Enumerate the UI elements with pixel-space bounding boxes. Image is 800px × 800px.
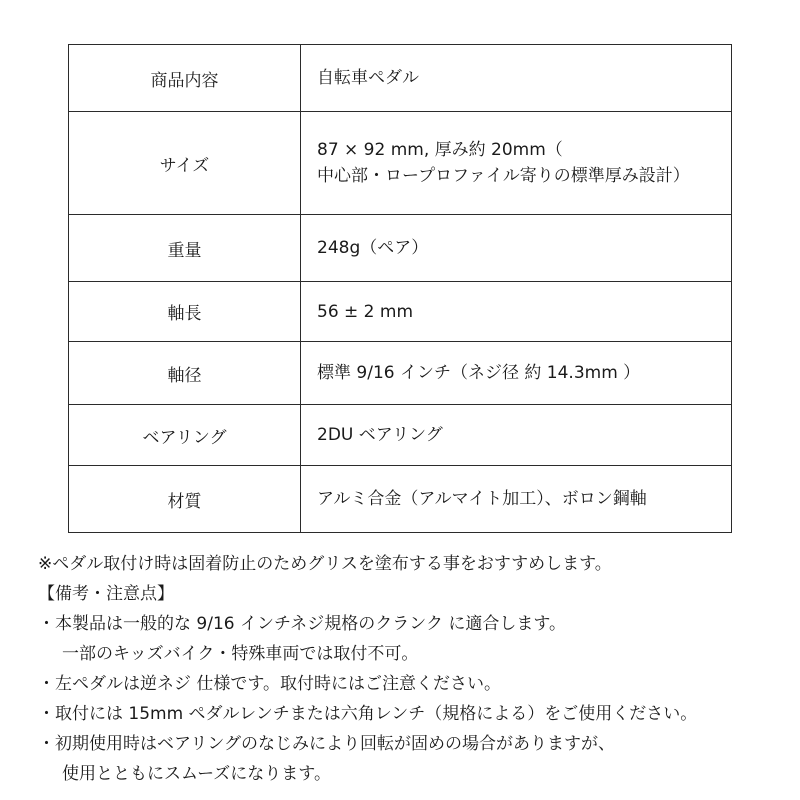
spec-value-line: 87 × 92 mm, 厚み約 20mm（ xyxy=(317,140,563,160)
table-row-weight xyxy=(69,215,732,282)
table-row-contents xyxy=(69,45,732,112)
spec-value-line: 56 ± 2 mm xyxy=(317,301,414,322)
table-row-axle-diameter xyxy=(69,342,732,405)
table-row-bearing xyxy=(69,405,732,466)
note-item: ・初期使用時はベアリングのなじみにより回転が固めの場合がありますが、 xyxy=(38,734,615,754)
spec-table xyxy=(68,44,732,533)
spec-label: 軸長 xyxy=(69,282,301,342)
spec-label: 材質 xyxy=(69,466,301,533)
spec-label: 商品内容 xyxy=(69,45,301,112)
spec-value-line: 中心部・ロープロファイル寄りの標準厚み設計） xyxy=(317,166,690,186)
spec-label: サイズ xyxy=(69,112,301,215)
spec-value xyxy=(301,112,732,215)
spec-value-line: アルミ合金（アルマイト加工）、ボロン鋼軸 xyxy=(317,489,647,509)
table-row-size xyxy=(69,112,732,215)
spec-value xyxy=(301,466,732,533)
spec-value-line: 248g（ペア） xyxy=(317,238,429,258)
grease-note: ※ペダル取付け時は固着防止のためグリスを塗布する事をおすすめします。 xyxy=(38,554,612,574)
spec-value xyxy=(301,342,732,405)
spec-label: 軸径 xyxy=(69,342,301,405)
spec-value xyxy=(301,45,732,112)
spec-value-line: 標準 9/16 インチ（ネジ径 約 14.3mm ） xyxy=(317,363,641,383)
table-row-material xyxy=(69,466,732,533)
spec-label: ベアリング xyxy=(69,405,301,466)
note-item-continuation: 一部のキッズバイク・特殊車両では取付不可。 xyxy=(62,644,419,664)
note-item: ・取付には 15mm ペダルレンチまたは六角レンチ（規格による）をご使用ください。 xyxy=(38,704,698,724)
spec-value-line: 自転車ペダル xyxy=(317,68,419,88)
spec-label: 重量 xyxy=(69,215,301,282)
notes-heading: 【備考・注意点】 xyxy=(38,584,174,604)
spec-value xyxy=(301,215,732,282)
note-item: ・左ペダルは逆ネジ 仕様です。取付時にはご注意ください。 xyxy=(38,674,502,694)
spec-value xyxy=(301,405,732,466)
notes-section xyxy=(38,549,793,789)
spec-value-line: 2DU ベアリング xyxy=(317,425,443,445)
note-item: ・本製品は一般的な 9/16 インチネジ規格のクランク に適合します。 xyxy=(38,614,567,634)
spec-value xyxy=(301,282,732,342)
note-item-continuation: 使用とともにスムーズになります。 xyxy=(62,764,331,784)
table-row-axle-length xyxy=(69,282,732,342)
